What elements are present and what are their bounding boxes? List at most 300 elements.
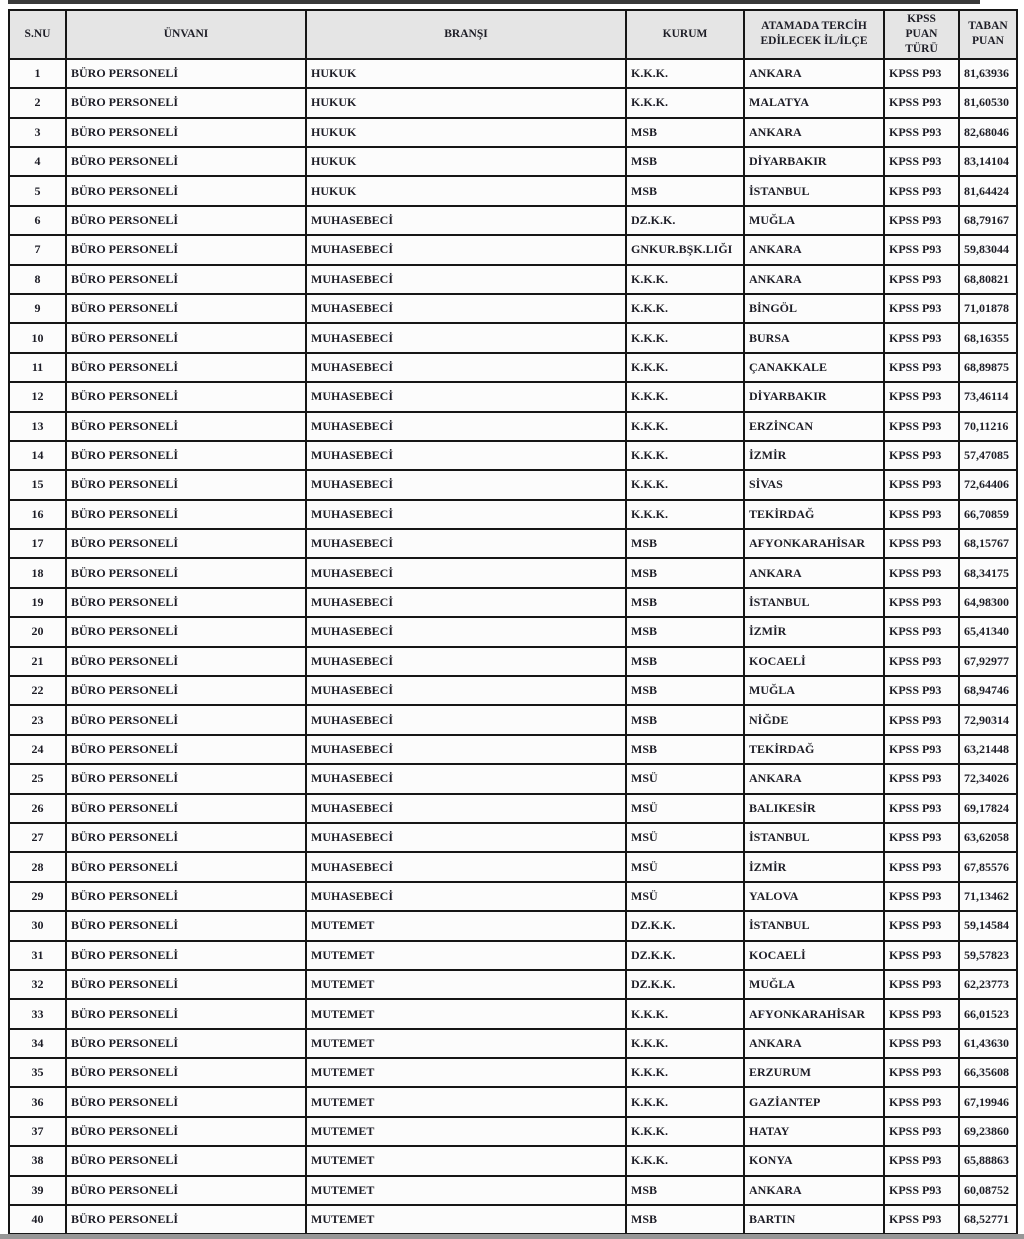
cell-unvani: BÜRO PERSONELİ <box>66 265 306 294</box>
cell-taban-puan: 68,94746 <box>959 676 1017 705</box>
cell-il-ilce: MUĞLA <box>744 676 884 705</box>
cell-unvani: BÜRO PERSONELİ <box>66 647 306 676</box>
cell-il-ilce: KOCAELİ <box>744 941 884 970</box>
table-row <box>9 441 1017 470</box>
cell-unvani: BÜRO PERSONELİ <box>66 882 306 911</box>
cell-kpss-puan-turu: KPSS P93 <box>884 118 959 147</box>
cell-bransi: HUKUK <box>306 118 626 147</box>
cell-kurum: K.K.K. <box>626 294 744 323</box>
cell-unvani: BÜRO PERSONELİ <box>66 235 306 264</box>
cell-unvani: BÜRO PERSONELİ <box>66 529 306 558</box>
cell-taban-puan: 60,08752 <box>959 1176 1017 1205</box>
cell-sno: 17 <box>9 529 66 558</box>
cell-kpss-puan-turu: KPSS P93 <box>884 294 959 323</box>
cell-taban-puan: 81,64424 <box>959 176 1017 205</box>
cell-kurum: MSB <box>626 676 744 705</box>
cell-bransi: MUHASEBECİ <box>306 294 626 323</box>
cell-kpss-puan-turu: KPSS P93 <box>884 676 959 705</box>
cell-unvani: BÜRO PERSONELİ <box>66 206 306 235</box>
cell-kpss-puan-turu: KPSS P93 <box>884 1117 959 1146</box>
cell-il-ilce: TEKİRDAĞ <box>744 735 884 764</box>
cell-kurum: K.K.K. <box>626 88 744 117</box>
cell-kurum: MSB <box>626 705 744 734</box>
cell-il-ilce: İSTANBUL <box>744 176 884 205</box>
cell-kpss-puan-turu: KPSS P93 <box>884 1058 959 1087</box>
cell-kpss-puan-turu: KPSS P93 <box>884 970 959 999</box>
column-header-kurum: KURUM <box>626 10 744 59</box>
cell-bransi: MUTEMET <box>306 1146 626 1175</box>
cell-il-ilce: DİYARBAKIR <box>744 382 884 411</box>
cell-sno: 40 <box>9 1205 66 1234</box>
cell-kurum: MSB <box>626 529 744 558</box>
cell-unvani: BÜRO PERSONELİ <box>66 794 306 823</box>
cell-taban-puan: 68,34175 <box>959 558 1017 587</box>
column-header-bransi: BRANŞI <box>306 10 626 59</box>
cell-il-ilce: İZMİR <box>744 617 884 646</box>
cell-unvani: BÜRO PERSONELİ <box>66 59 306 88</box>
cell-kurum: MSB <box>626 588 744 617</box>
cell-unvani: BÜRO PERSONELİ <box>66 941 306 970</box>
cell-il-ilce: ÇANAKKALE <box>744 353 884 382</box>
cell-bransi: MUHASEBECİ <box>306 735 626 764</box>
cell-kurum: K.K.K. <box>626 1117 744 1146</box>
cell-kurum: K.K.K. <box>626 353 744 382</box>
cell-taban-puan: 69,17824 <box>959 794 1017 823</box>
table-header <box>9 10 1017 59</box>
cell-sno: 13 <box>9 412 66 441</box>
column-header-unvani: ÜNVANI <box>66 10 306 59</box>
cell-bransi: MUTEMET <box>306 941 626 970</box>
table-row <box>9 382 1017 411</box>
cell-taban-puan: 81,60530 <box>959 88 1017 117</box>
cell-sno: 16 <box>9 500 66 529</box>
cell-unvani: BÜRO PERSONELİ <box>66 705 306 734</box>
cell-bransi: MUTEMET <box>306 1176 626 1205</box>
cell-kurum: MSB <box>626 118 744 147</box>
table-row <box>9 323 1017 352</box>
table-row <box>9 1117 1017 1146</box>
cell-kurum: MSÜ <box>626 882 744 911</box>
cell-taban-puan: 70,11216 <box>959 412 1017 441</box>
cell-sno: 9 <box>9 294 66 323</box>
cell-kurum: MSB <box>626 735 744 764</box>
cell-bransi: MUHASEBECİ <box>306 676 626 705</box>
table-row <box>9 823 1017 852</box>
cell-taban-puan: 73,46114 <box>959 382 1017 411</box>
cell-sno: 23 <box>9 705 66 734</box>
cell-bransi: HUKUK <box>306 59 626 88</box>
cell-unvani: BÜRO PERSONELİ <box>66 852 306 881</box>
cell-taban-puan: 81,63936 <box>959 59 1017 88</box>
cell-unvani: BÜRO PERSONELİ <box>66 970 306 999</box>
cell-kurum: DZ.K.K. <box>626 206 744 235</box>
cell-kurum: K.K.K. <box>626 1058 744 1087</box>
cell-taban-puan: 63,62058 <box>959 823 1017 852</box>
bottom-edge-line <box>0 1234 1024 1239</box>
cell-bransi: MUHASEBECİ <box>306 764 626 793</box>
cell-bransi: MUTEMET <box>306 911 626 940</box>
cell-sno: 39 <box>9 1176 66 1205</box>
cell-kpss-puan-turu: KPSS P93 <box>884 941 959 970</box>
cell-taban-puan: 68,79167 <box>959 206 1017 235</box>
table-row <box>9 206 1017 235</box>
cell-taban-puan: 59,57823 <box>959 941 1017 970</box>
cell-kpss-puan-turu: KPSS P93 <box>884 59 959 88</box>
cell-il-ilce: NİĞDE <box>744 705 884 734</box>
table-row <box>9 353 1017 382</box>
cell-unvani: BÜRO PERSONELİ <box>66 118 306 147</box>
cell-kurum: DZ.K.K. <box>626 970 744 999</box>
cell-unvani: BÜRO PERSONELİ <box>66 588 306 617</box>
table-row <box>9 412 1017 441</box>
cell-il-ilce: ANKARA <box>744 558 884 587</box>
cell-kpss-puan-turu: KPSS P93 <box>884 617 959 646</box>
cell-kpss-puan-turu: KPSS P93 <box>884 265 959 294</box>
cell-sno: 11 <box>9 353 66 382</box>
cell-unvani: BÜRO PERSONELİ <box>66 1058 306 1087</box>
cell-bransi: MUHASEBECİ <box>306 500 626 529</box>
table-row <box>9 470 1017 499</box>
cell-kurum: K.K.K. <box>626 382 744 411</box>
cell-unvani: BÜRO PERSONELİ <box>66 823 306 852</box>
cell-sno: 7 <box>9 235 66 264</box>
cell-bransi: MUHASEBECİ <box>306 265 626 294</box>
cell-bransi: MUHASEBECİ <box>306 882 626 911</box>
table-row <box>9 735 1017 764</box>
cell-bransi: MUHASEBECİ <box>306 206 626 235</box>
cell-il-ilce: ANKARA <box>744 118 884 147</box>
cell-bransi: HUKUK <box>306 147 626 176</box>
column-header-sno: S.NU <box>9 10 66 59</box>
table-row <box>9 617 1017 646</box>
cell-taban-puan: 72,34026 <box>959 764 1017 793</box>
cell-kpss-puan-turu: KPSS P93 <box>884 588 959 617</box>
cell-kurum: K.K.K. <box>626 412 744 441</box>
cell-unvani: BÜRO PERSONELİ <box>66 147 306 176</box>
table-row <box>9 235 1017 264</box>
table-row <box>9 794 1017 823</box>
cell-taban-puan: 67,19946 <box>959 1087 1017 1116</box>
cell-bransi: MUHASEBECİ <box>306 323 626 352</box>
cell-kurum: MSB <box>626 147 744 176</box>
cell-il-ilce: İSTANBUL <box>744 823 884 852</box>
cell-il-ilce: KOCAELİ <box>744 647 884 676</box>
cell-kpss-puan-turu: KPSS P93 <box>884 470 959 499</box>
cell-unvani: BÜRO PERSONELİ <box>66 294 306 323</box>
table-row <box>9 647 1017 676</box>
cell-unvani: BÜRO PERSONELİ <box>66 999 306 1028</box>
cell-il-ilce: YALOVA <box>744 882 884 911</box>
cell-kpss-puan-turu: KPSS P93 <box>884 323 959 352</box>
table-row <box>9 852 1017 881</box>
table-row <box>9 59 1017 88</box>
cell-taban-puan: 68,16355 <box>959 323 1017 352</box>
cell-taban-puan: 64,98300 <box>959 588 1017 617</box>
cell-sno: 26 <box>9 794 66 823</box>
table-row <box>9 529 1017 558</box>
cell-kurum: DZ.K.K. <box>626 941 744 970</box>
cell-taban-puan: 61,43630 <box>959 1029 1017 1058</box>
cell-kpss-puan-turu: KPSS P93 <box>884 1176 959 1205</box>
cell-kpss-puan-turu: KPSS P93 <box>884 1029 959 1058</box>
cell-bransi: MUTEMET <box>306 1029 626 1058</box>
cell-unvani: BÜRO PERSONELİ <box>66 176 306 205</box>
cell-kpss-puan-turu: KPSS P93 <box>884 735 959 764</box>
placement-table <box>8 9 1018 1235</box>
cell-il-ilce: ERZİNCAN <box>744 412 884 441</box>
cell-bransi: MUTEMET <box>306 970 626 999</box>
cell-il-ilce: BARTIN <box>744 1205 884 1234</box>
cell-il-ilce: BURSA <box>744 323 884 352</box>
cell-unvani: BÜRO PERSONELİ <box>66 911 306 940</box>
table-row <box>9 1029 1017 1058</box>
table-row <box>9 676 1017 705</box>
cell-kurum: K.K.K. <box>626 1146 744 1175</box>
cell-kpss-puan-turu: KPSS P93 <box>884 147 959 176</box>
cell-taban-puan: 65,88863 <box>959 1146 1017 1175</box>
cell-kpss-puan-turu: KPSS P93 <box>884 529 959 558</box>
cell-kpss-puan-turu: KPSS P93 <box>884 353 959 382</box>
cell-unvani: BÜRO PERSONELİ <box>66 353 306 382</box>
cell-kurum: MSB <box>626 176 744 205</box>
cell-kpss-puan-turu: KPSS P93 <box>884 882 959 911</box>
cell-bransi: MUTEMET <box>306 1058 626 1087</box>
cell-kurum: K.K.K. <box>626 441 744 470</box>
table-row <box>9 176 1017 205</box>
column-header-taban-puan: TABAN PUAN <box>959 10 1017 59</box>
cell-kurum: MSÜ <box>626 823 744 852</box>
cell-unvani: BÜRO PERSONELİ <box>66 764 306 793</box>
cell-kpss-puan-turu: KPSS P93 <box>884 558 959 587</box>
table-row <box>9 705 1017 734</box>
column-header-kpss-puan-turu-label: KPSS PUAN TÜRÜ <box>905 13 938 55</box>
cell-il-ilce: MUĞLA <box>744 970 884 999</box>
cell-taban-puan: 59,83044 <box>959 235 1017 264</box>
cell-unvani: BÜRO PERSONELİ <box>66 500 306 529</box>
cell-bransi: MUHASEBECİ <box>306 235 626 264</box>
cell-il-ilce: İSTANBUL <box>744 588 884 617</box>
cell-kurum: MSÜ <box>626 764 744 793</box>
table-row <box>9 588 1017 617</box>
table-row <box>9 911 1017 940</box>
cell-bransi: MUHASEBECİ <box>306 353 626 382</box>
table-body <box>9 59 1017 1235</box>
cell-unvani: BÜRO PERSONELİ <box>66 1029 306 1058</box>
cell-il-ilce: ANKARA <box>744 59 884 88</box>
cell-bransi: MUHASEBECİ <box>306 588 626 617</box>
cell-kpss-puan-turu: KPSS P93 <box>884 1087 959 1116</box>
cell-il-ilce: AFYONKARAHİSAR <box>744 529 884 558</box>
cell-unvani: BÜRO PERSONELİ <box>66 1146 306 1175</box>
cell-il-ilce: ANKARA <box>744 265 884 294</box>
cell-unvani: BÜRO PERSONELİ <box>66 676 306 705</box>
table-row <box>9 882 1017 911</box>
column-header-kpss-puan-turu <box>884 10 959 59</box>
cell-sno: 19 <box>9 588 66 617</box>
cell-taban-puan: 66,70859 <box>959 500 1017 529</box>
cell-kpss-puan-turu: KPSS P93 <box>884 1205 959 1234</box>
cell-kpss-puan-turu: KPSS P93 <box>884 382 959 411</box>
cell-kurum: K.K.K. <box>626 500 744 529</box>
table-row <box>9 294 1017 323</box>
cell-unvani: BÜRO PERSONELİ <box>66 412 306 441</box>
cell-kpss-puan-turu: KPSS P93 <box>884 794 959 823</box>
cell-sno: 21 <box>9 647 66 676</box>
cell-unvani: BÜRO PERSONELİ <box>66 1176 306 1205</box>
cell-sno: 4 <box>9 147 66 176</box>
cell-taban-puan: 82,68046 <box>959 118 1017 147</box>
cell-il-ilce: DİYARBAKIR <box>744 147 884 176</box>
table-row <box>9 1087 1017 1116</box>
cell-kpss-puan-turu: KPSS P93 <box>884 206 959 235</box>
cell-bransi: MUHASEBECİ <box>306 705 626 734</box>
cell-bransi: MUHASEBECİ <box>306 647 626 676</box>
cell-taban-puan: 68,52771 <box>959 1205 1017 1234</box>
cell-kpss-puan-turu: KPSS P93 <box>884 88 959 117</box>
cell-kurum: MSB <box>626 1205 744 1234</box>
cell-sno: 24 <box>9 735 66 764</box>
cell-sno: 2 <box>9 88 66 117</box>
cell-il-ilce: SİVAS <box>744 470 884 499</box>
cell-il-ilce: KONYA <box>744 1146 884 1175</box>
cell-kurum: K.K.K. <box>626 999 744 1028</box>
cell-kpss-puan-turu: KPSS P93 <box>884 911 959 940</box>
cell-kurum: K.K.K. <box>626 265 744 294</box>
cell-unvani: BÜRO PERSONELİ <box>66 1087 306 1116</box>
cell-taban-puan: 71,01878 <box>959 294 1017 323</box>
cell-bransi: MUTEMET <box>306 999 626 1028</box>
cell-kurum: MSB <box>626 617 744 646</box>
cell-sno: 8 <box>9 265 66 294</box>
cell-taban-puan: 83,14104 <box>959 147 1017 176</box>
cell-unvani: BÜRO PERSONELİ <box>66 382 306 411</box>
cell-sno: 18 <box>9 558 66 587</box>
cell-kpss-puan-turu: KPSS P93 <box>884 852 959 881</box>
cell-bransi: MUHASEBECİ <box>306 382 626 411</box>
table-row <box>9 970 1017 999</box>
cell-taban-puan: 62,23773 <box>959 970 1017 999</box>
cell-kurum: K.K.K. <box>626 323 744 352</box>
cell-bransi: MUHASEBECİ <box>306 529 626 558</box>
cell-sno: 35 <box>9 1058 66 1087</box>
cell-kpss-puan-turu: KPSS P93 <box>884 235 959 264</box>
cell-bransi: MUTEMET <box>306 1205 626 1234</box>
cell-taban-puan: 66,01523 <box>959 999 1017 1028</box>
cell-taban-puan: 67,92977 <box>959 647 1017 676</box>
cell-sno: 10 <box>9 323 66 352</box>
column-header-il-ilce: ATAMADA TERCİH EDİLECEK İL/İLÇE <box>744 10 884 59</box>
cell-il-ilce: İSTANBUL <box>744 911 884 940</box>
cell-sno: 30 <box>9 911 66 940</box>
cell-il-ilce: ANKARA <box>744 1176 884 1205</box>
cell-sno: 27 <box>9 823 66 852</box>
cell-taban-puan: 69,23860 <box>959 1117 1017 1146</box>
cell-sno: 33 <box>9 999 66 1028</box>
cell-unvani: BÜRO PERSONELİ <box>66 88 306 117</box>
table-row <box>9 147 1017 176</box>
table-row <box>9 941 1017 970</box>
cell-sno: 5 <box>9 176 66 205</box>
cell-kpss-puan-turu: KPSS P93 <box>884 500 959 529</box>
cell-kurum: K.K.K. <box>626 1087 744 1116</box>
table-row <box>9 1176 1017 1205</box>
table-row <box>9 999 1017 1028</box>
cell-bransi: MUTEMET <box>306 1087 626 1116</box>
cell-sno: 25 <box>9 764 66 793</box>
cell-il-ilce: GAZİANTEP <box>744 1087 884 1116</box>
cell-taban-puan: 72,64406 <box>959 470 1017 499</box>
table-row <box>9 265 1017 294</box>
cell-sno: 3 <box>9 118 66 147</box>
cell-sno: 15 <box>9 470 66 499</box>
cell-kpss-puan-turu: KPSS P93 <box>884 764 959 793</box>
cell-kurum: MSÜ <box>626 794 744 823</box>
cell-bransi: HUKUK <box>306 176 626 205</box>
cell-sno: 1 <box>9 59 66 88</box>
cell-kpss-puan-turu: KPSS P93 <box>884 412 959 441</box>
cell-bransi: MUHASEBECİ <box>306 823 626 852</box>
table-row <box>9 118 1017 147</box>
cell-sno: 37 <box>9 1117 66 1146</box>
cell-taban-puan: 68,15767 <box>959 529 1017 558</box>
cell-sno: 22 <box>9 676 66 705</box>
cell-taban-puan: 68,80821 <box>959 265 1017 294</box>
table-row <box>9 1146 1017 1175</box>
cell-bransi: MUHASEBECİ <box>306 794 626 823</box>
cell-kpss-puan-turu: KPSS P93 <box>884 823 959 852</box>
cell-sno: 29 <box>9 882 66 911</box>
cell-il-ilce: ANKARA <box>744 235 884 264</box>
cell-kurum: K.K.K. <box>626 59 744 88</box>
cell-kpss-puan-turu: KPSS P93 <box>884 999 959 1028</box>
cell-bransi: MUHASEBECİ <box>306 558 626 587</box>
cell-kurum: K.K.K. <box>626 1029 744 1058</box>
cell-unvani: BÜRO PERSONELİ <box>66 441 306 470</box>
cell-kurum: MSÜ <box>626 852 744 881</box>
cell-il-ilce: İZMİR <box>744 441 884 470</box>
cell-sno: 6 <box>9 206 66 235</box>
table-row <box>9 1205 1017 1234</box>
cell-sno: 36 <box>9 1087 66 1116</box>
cell-il-ilce: BİNGÖL <box>744 294 884 323</box>
cell-il-ilce: BALIKESİR <box>744 794 884 823</box>
cell-taban-puan: 63,21448 <box>959 735 1017 764</box>
cell-sno: 34 <box>9 1029 66 1058</box>
cell-sno: 28 <box>9 852 66 881</box>
header-row <box>9 10 1017 59</box>
cell-il-ilce: TEKİRDAĞ <box>744 500 884 529</box>
cell-unvani: BÜRO PERSONELİ <box>66 470 306 499</box>
cell-bransi: MUHASEBECİ <box>306 441 626 470</box>
cell-unvani: BÜRO PERSONELİ <box>66 617 306 646</box>
cell-kpss-puan-turu: KPSS P93 <box>884 441 959 470</box>
cell-bransi: HUKUK <box>306 88 626 117</box>
cell-kurum: GNKUR.BŞK.LIĞI <box>626 235 744 264</box>
cell-il-ilce: MALATYA <box>744 88 884 117</box>
cell-kpss-puan-turu: KPSS P93 <box>884 176 959 205</box>
cell-taban-puan: 65,41340 <box>959 617 1017 646</box>
table-row <box>9 1058 1017 1087</box>
cell-sno: 31 <box>9 941 66 970</box>
cell-bransi: MUTEMET <box>306 1117 626 1146</box>
cell-unvani: BÜRO PERSONELİ <box>66 1205 306 1234</box>
table-row <box>9 558 1017 587</box>
table-row <box>9 500 1017 529</box>
cell-kurum: MSB <box>626 647 744 676</box>
cell-il-ilce: İZMİR <box>744 852 884 881</box>
cell-il-ilce: MUĞLA <box>744 206 884 235</box>
cell-sno: 14 <box>9 441 66 470</box>
